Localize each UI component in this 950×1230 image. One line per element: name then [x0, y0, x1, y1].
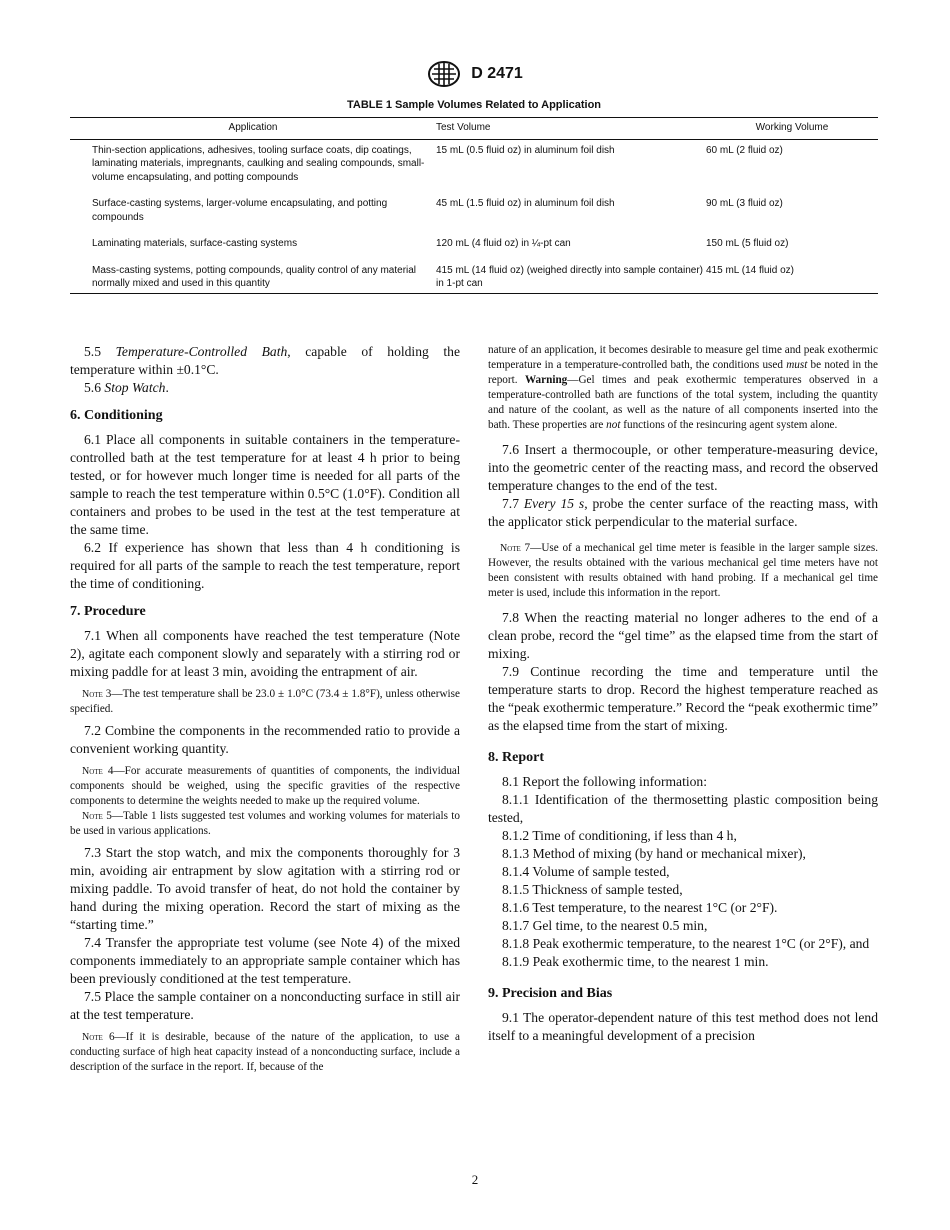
note-3: Note 3—The test temperature shall be 23.0 ± 1.0°C (73.4 ± 1.8°F), unless otherwise specified. — [70, 688, 460, 715]
table-row — [70, 193, 878, 233]
paragraph-8-1-3: 8.1.3 Method of mixing (by hand or mechanical mixer), — [502, 846, 806, 861]
paragraph-5-5: 5.5 Temperature-Controlled Bath, capable of holding the temperature within ±0.1°C. — [70, 344, 461, 377]
paragraph-7-7: 7.7 Every 15 s, probe the center surface of the reacting mass, with the applicator stick perpendicular to the material surface. — [488, 496, 878, 529]
paragraph-8-1-8: 8.1.8 Peak exothermic temperature, to the nearest 1°C (or 2°F), and — [502, 936, 870, 951]
left-column — [70, 343, 460, 1080]
astm-logo — [427, 60, 461, 88]
table-cell: Laminating materials, surface-casting systems — [92, 238, 298, 249]
table-cell: 45 mL (1.5 fluid oz) in aluminum foil dish — [436, 198, 615, 209]
table-cell: 415 mL (14 fluid oz) — [706, 260, 878, 294]
section-heading-procedure: 7. Procedure — [70, 604, 146, 619]
paragraph-8-1: 8.1 Report the following information: — [502, 774, 708, 789]
paragraph-8-1-4: 8.1.4 Volume of sample tested, — [502, 864, 670, 879]
note-4: Note 4—For accurate measurements of quantities of components, the individual components should be weighed, using the specific gravities of the respective components to determine the weights needed to make up the required volume. — [70, 765, 460, 807]
paragraph-5-6: 5.6 Stop Watch. — [84, 380, 169, 395]
note-5: Note 5—Table 1 lists suggested test volumes and working volumes for materials to be used in various applications. — [70, 810, 460, 837]
paragraph-8-1-6: 8.1.6 Test temperature, to the nearest 1°C (or 2°F). — [502, 900, 778, 915]
sample-volumes-table — [70, 117, 878, 294]
paragraph-7-4: 7.4 Transfer the appropriate test volume (see Note 4) of the mixed components immediately to an appropriate sample container which has been previously conditioned at the test temperature. — [70, 935, 460, 986]
table-cell: Surface-casting systems, larger-volume encapsulating, and potting compounds — [92, 198, 388, 223]
paragraph-8-1-1: 8.1.1 Identification of the thermosetting plastic composition being tested, — [488, 792, 878, 825]
table-cell: 60 mL (2 fluid oz) — [706, 144, 783, 156]
table-cell: Mass-casting systems, potting compounds, quality control of any material normally mixed and used in this quantity — [70, 260, 436, 294]
note-6: Note 6—If it is desirable, because of the nature of the application, to use a conducting surface of high heat capacity instead of a nonconducting surface, include a description of the surface in the report. If, because of the — [70, 1031, 460, 1073]
paragraph-8-1-7: 8.1.7 Gel time, to the nearest 0.5 min, — [502, 918, 708, 933]
page-number: 2 — [471, 1172, 479, 1187]
paragraph-8-1-5: 8.1.5 Thickness of sample tested, — [502, 882, 683, 897]
paragraph-8-1-2: 8.1.2 Time of conditioning, if less than 4 h, — [502, 828, 737, 843]
paragraph-6-1: 6.1 Place all components in suitable containers in the temperature-controlled bath at the test temperature for at least 4 h prior to being tested, or for however much longer time is needed for all parts of the sample to reach the test temperature within 0.5°C (1.0°F). Condition all containers and probes to be used in the test at the test temperature at the same time. — [70, 432, 460, 537]
paragraph-7-3: 7.3 Start the stop watch, and mix the components thoroughly for 3 min, avoiding air entrapment by slow agitation with a stirring rod or mixing paddle. To avoid transfer of heat, do not hold the container by hand during the mixing operation. Record the start of mixing as the “starting time.” — [70, 845, 460, 932]
table-cell: Thin-section applications, adhesives, tooling surface coats, dip coatings, laminating materials, impregnants, caulking and sealing compounds, small-volume encapsulating, and potting compounds — [92, 144, 425, 183]
paragraph-7-1: 7.1 When all components have reached the test temperature (Note 2), agitate each component slowly and separately with a stirring rod or mixing paddle for at least 3 min, avoiding the entrapment of air. — [70, 628, 460, 679]
section-heading-report: 8. Report — [488, 750, 544, 765]
table-row — [70, 260, 878, 294]
note-7: Note 7—Use of a mechanical gel time meter is feasible in the larger sample sizes. However, the results obtained with the various mechanical gel time meters have not been consistent with results obtained with hand probing. If a mechanical gel time meter is used, include this information in the report. — [488, 542, 878, 599]
table-row — [70, 139, 878, 193]
paragraph-7-9: 7.9 Continue recording the time and temperature until the temperature starts to drop. Record the highest temperature reached as the “peak exothermic temperature.” Record the “peak exothermic time” as the elapsed time from the start of mixing. — [488, 664, 878, 733]
table-title: TABLE 1 Sample Volumes Related to Application — [346, 99, 602, 111]
table-cell: 120 mL (4 fluid oz) in ¼-pt can — [436, 238, 571, 249]
column-header-application: Application — [70, 118, 436, 140]
table-row — [70, 233, 878, 260]
column-header-test-volume: Test Volume — [436, 118, 706, 140]
paragraph-7-8: 7.8 When the reacting material no longer adheres to the end of a clean probe, record the “gel time” as the elapsed time from the start of mixing. — [488, 610, 878, 661]
section-heading-conditioning: 6. Conditioning — [70, 408, 163, 423]
table-cell: 150 mL (5 fluid oz) — [706, 238, 789, 249]
note-6-continued: nature of an application, it becomes desirable to measure gel time and peak exothermic temperature in a temperature-controlled bath, the conditions used must be noted in the report. Warning—Gel times and peak exothermic temperatures observed in a temperature-controlled bath are functions of the total system, including the quantity and nature of the coolant, as well as the nature of all components inserted into the bath. These properties are not functions of the resincuring agent system alone. — [488, 344, 878, 431]
table-cell: 15 mL (0.5 fluid oz) in aluminum foil dish — [436, 144, 615, 156]
right-column — [488, 343, 878, 1045]
section-heading-precision-bias: 9. Precision and Bias — [488, 986, 613, 1001]
paragraph-7-6: 7.6 Insert a thermocouple, or other temperature-measuring device, into the geometric center of the reacting mass, and record the observed temperature changes to the end of the test. — [488, 442, 878, 493]
paragraph-8-1-9: 8.1.9 Peak exothermic time, to the nearest 1 min. — [502, 954, 769, 969]
column-header-working-volume: Working Volume — [706, 118, 878, 140]
paragraph-7-2: 7.2 Combine the components in the recommended ratio to provide a convenient working quantity. — [70, 723, 460, 756]
paragraph-6-2: 6.2 If experience has shown that less than 4 h conditioning is required for all parts of the sample to reach the test temperature, report the time of conditioning. — [70, 540, 460, 591]
table-cell: 90 mL (3 fluid oz) — [706, 198, 783, 209]
paragraph-7-5: 7.5 Place the sample container on a nonconducting surface in still air at the test temperature. — [70, 989, 460, 1022]
page-header — [0, 60, 950, 88]
table-cell: 415 mL (14 fluid oz) (weighed directly into sample container) in 1-pt can — [436, 260, 706, 294]
designation: D 2471 — [471, 65, 523, 82]
paragraph-9-1: 9.1 The operator-dependent nature of this test method does not lend itself to a meaningful development of a precision — [488, 1010, 878, 1043]
